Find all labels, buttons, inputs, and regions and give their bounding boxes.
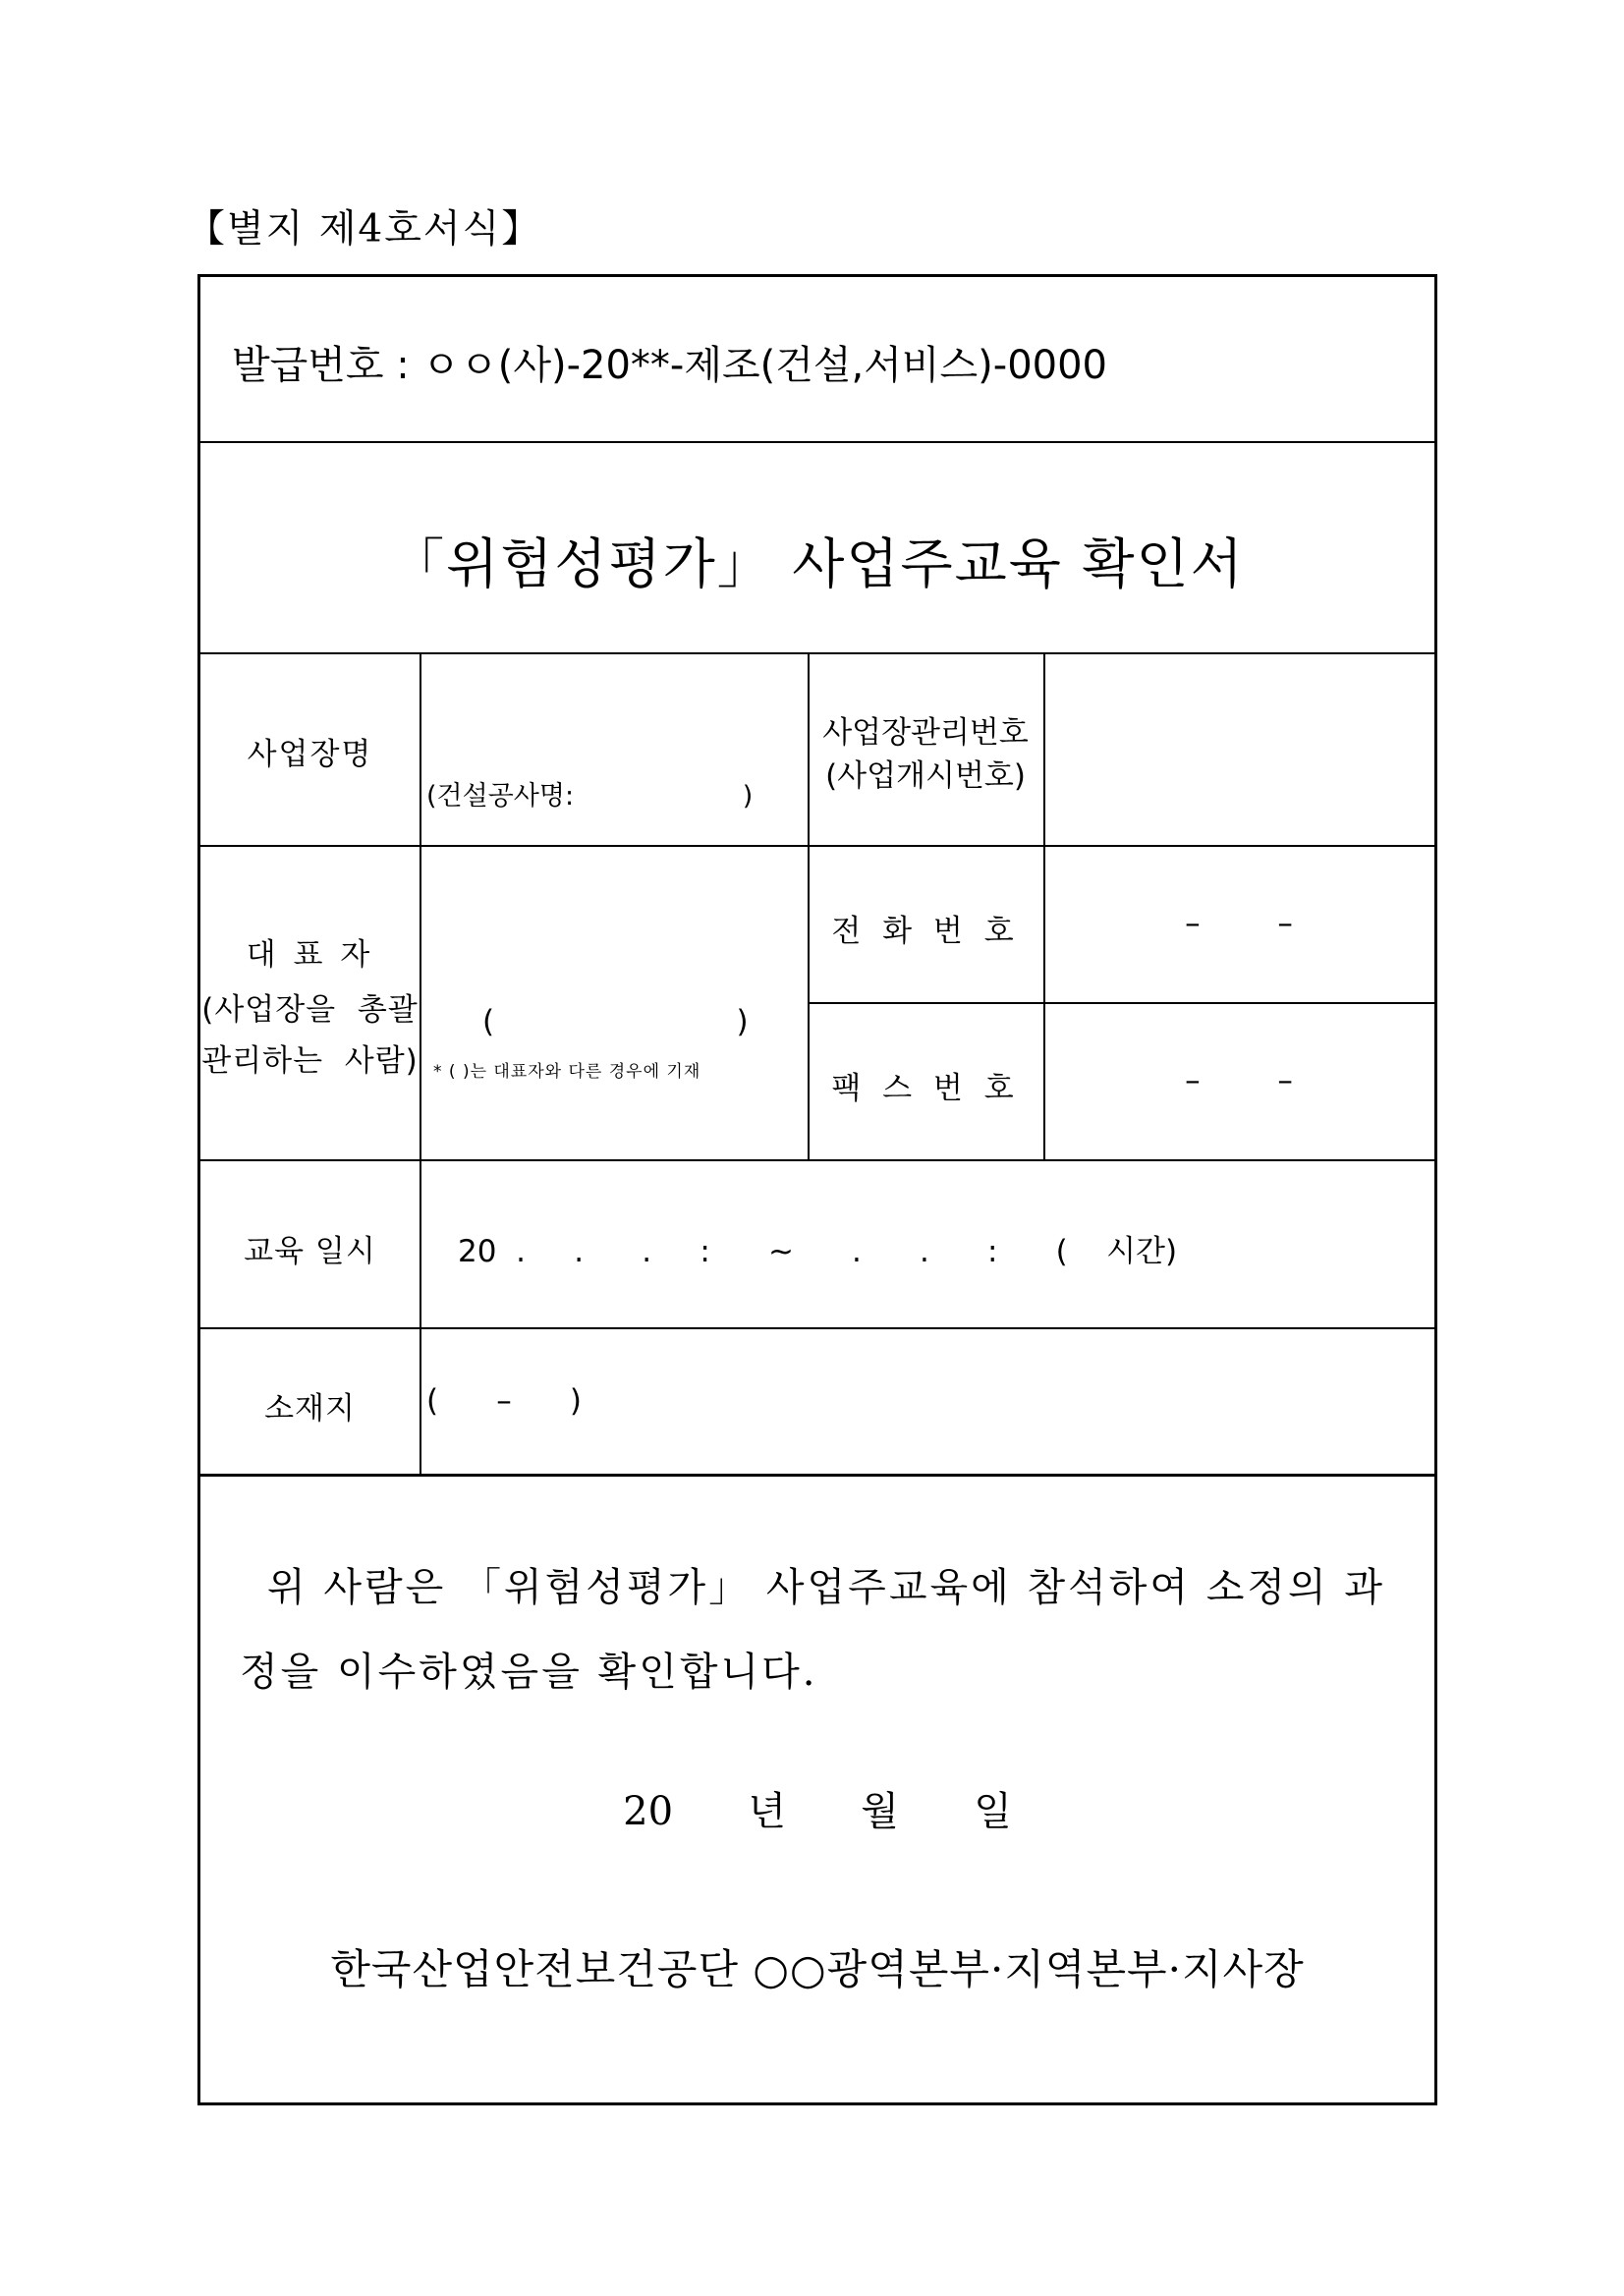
divider <box>200 1327 1434 1329</box>
document-title: 「위험성평가」 사업주교육 확인서 <box>390 532 1245 595</box>
representative-label: 대 표 자 <box>246 937 374 973</box>
divider <box>420 652 421 1474</box>
education-datetime-label: 교육 일시 <box>244 1234 376 1269</box>
education-datetime-field[interactable]: 20 . . . : ~ . . : ( 시간) <box>458 1234 1178 1269</box>
issuer-name: 한국산업안전보건공단 ○○광역본부·지역본부·지사장 <box>330 1945 1305 1993</box>
confirmation-form <box>197 274 1437 2105</box>
form-number-label: 【별지 제4호서식】 <box>187 207 542 252</box>
fax-field[interactable]: – – <box>1185 1063 1293 1098</box>
divider <box>200 441 1434 443</box>
representative-name-field[interactable]: ( ) <box>482 1004 749 1039</box>
construction-name-hint: (건설공사명: ) <box>426 781 754 812</box>
divider <box>200 1159 1434 1161</box>
representative-desc-line1: (사업장을 총괄 <box>201 992 419 1028</box>
divider <box>200 652 1434 654</box>
issue-date: 20 년 월 일 <box>623 1789 1012 1834</box>
workplace-mgmt-number-label: 사업장관리번호 <box>822 715 1029 751</box>
issue-number: 발급번호 : ㅇㅇ(사)-20**-제조(건설,서비스)-0000 <box>232 343 1107 388</box>
divider <box>200 845 1434 847</box>
certification-text-line2: 정을 이수하였음을 확인합니다. <box>240 1650 818 1695</box>
phone-field[interactable]: – – <box>1185 906 1293 941</box>
certification-text-line1: 위 사람은 「위험성평가」 사업주교육에 참석하여 소정의 과 <box>267 1565 1386 1610</box>
workplace-name-label: 사업장명 <box>247 737 373 772</box>
location-label: 소재지 <box>264 1391 356 1427</box>
divider <box>200 1474 1434 1477</box>
business-start-number-label: (사업개시번호) <box>825 758 1026 794</box>
representative-note: * ( )는 대표자와 다른 경우에 기재 <box>433 1062 701 1082</box>
phone-label: 전 화 번 호 <box>831 914 1020 949</box>
representative-desc-line2: 관리하는 사람) <box>201 1043 419 1079</box>
divider <box>808 1002 1434 1004</box>
location-field[interactable]: ( – ) <box>426 1383 582 1419</box>
fax-label: 팩 스 번 호 <box>831 1071 1020 1106</box>
